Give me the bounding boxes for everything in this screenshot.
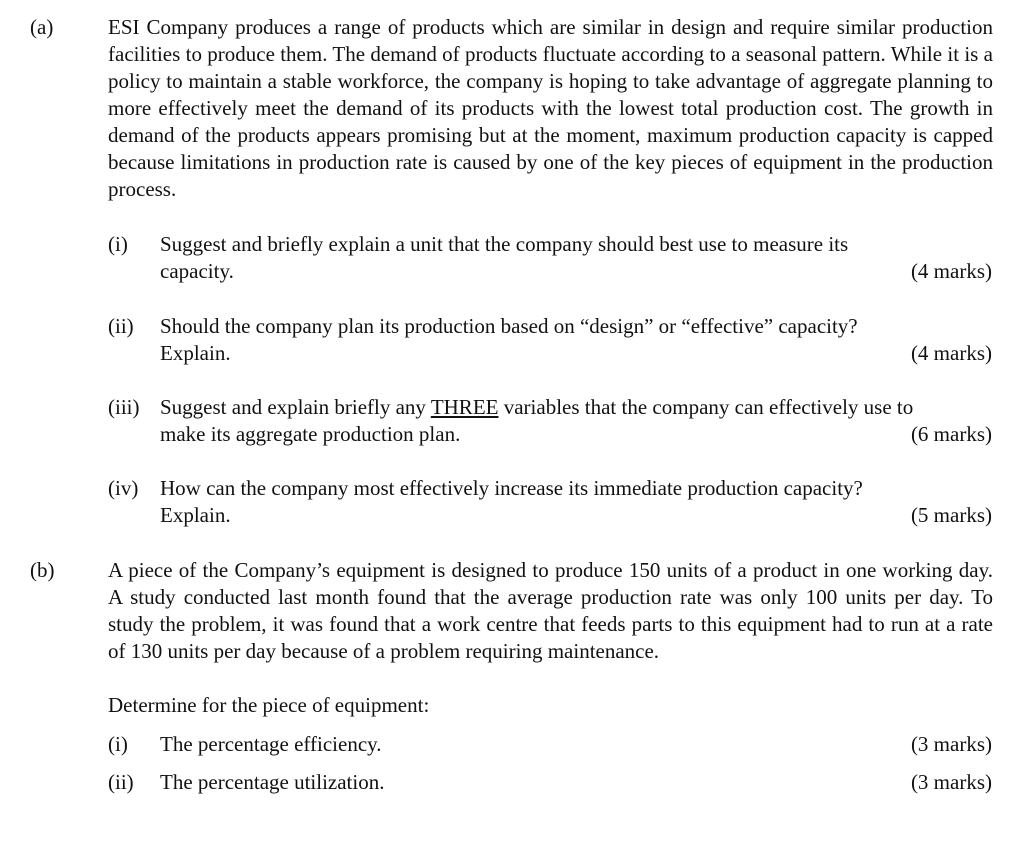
- part-a-intro: ESI Company produces a range of products which are similar in design and require similar production facilities to produce them. The demand of products fluctuate according to a seasonal pattern. While it is a policy to maintain a stable workforce, the company is hoping to take advantage of aggregate planning to more effectively meet the demand of its products with the lowest total production cost. The growth in demand of the products appears promising but at the moment, maximum production capacity is capped because limitations in production rate is caused by one of the key pieces of equipment in the production process.: [108, 15, 993, 201]
- part-a-q1-marks: (4 marks): [910, 259, 992, 283]
- part-b-q1: [160, 731, 992, 758]
- part-b-determine: Determine for the piece of equipment:: [108, 693, 430, 717]
- part-b-q2-text: The percentage utilization.: [160, 770, 385, 794]
- part-a-q2-line1: Should the company plan its production based on “design” or “effective” capacity?: [160, 314, 858, 338]
- part-a-q2-label: (ii): [108, 314, 134, 338]
- part-a-q3-label: (iii): [108, 395, 140, 419]
- part-a-q1-label: (i): [108, 232, 128, 256]
- part-a-q3-line2: make its aggregate production plan.: [160, 422, 461, 446]
- part-a-q3: [160, 394, 992, 448]
- part-a-q4-label: (iv): [108, 476, 139, 500]
- part-b-q2: [160, 769, 992, 796]
- part-b-q2-marks: (3 marks): [910, 770, 992, 794]
- part-b-intro: A piece of the Company’s equipment is designed to produce 150 units of a product in one working day. A study conducted last month found that the average production rate was only 100 units per day. To study the problem, it was found that a work centre that feeds parts to this equipment had to run at a rate of 130 units per day because of a problem requiring maintenance.: [108, 558, 993, 663]
- part-a-q1: [160, 231, 992, 285]
- part-a-q1-line1: Suggest and briefly explain a unit that the company should best use to measure its: [160, 232, 849, 256]
- part-b-q1-label: (i): [108, 732, 128, 756]
- part-a-q4-marks: (5 marks): [910, 503, 992, 527]
- part-b-label: (b): [30, 558, 55, 582]
- part-b-q1-marks: (3 marks): [910, 732, 992, 756]
- part-a-q4: [160, 475, 992, 529]
- part-a-q3-line1-post: variables that the company can effectively use to: [498, 395, 914, 419]
- part-a-q3-marks: (6 marks): [910, 422, 992, 446]
- part-a-q1-line2: capacity.: [160, 259, 234, 283]
- part-a-q2-marks: (4 marks): [910, 341, 992, 365]
- part-a-q4-line2: Explain.: [160, 503, 231, 527]
- part-a-q4-line1: How can the company most effectively increase its immediate production capacity?: [160, 476, 863, 500]
- part-b-q2-label: (ii): [108, 770, 134, 794]
- part-b-q1-text: The percentage efficiency.: [160, 732, 382, 756]
- part-a-label: (a): [30, 15, 54, 39]
- part-a-q2-line2: Explain.: [160, 341, 231, 365]
- part-a-q3-line1-underlined: THREE: [430, 395, 499, 419]
- part-a-q3-line1-pre: Suggest and explain briefly any: [160, 395, 431, 419]
- part-a-q2: [160, 313, 992, 367]
